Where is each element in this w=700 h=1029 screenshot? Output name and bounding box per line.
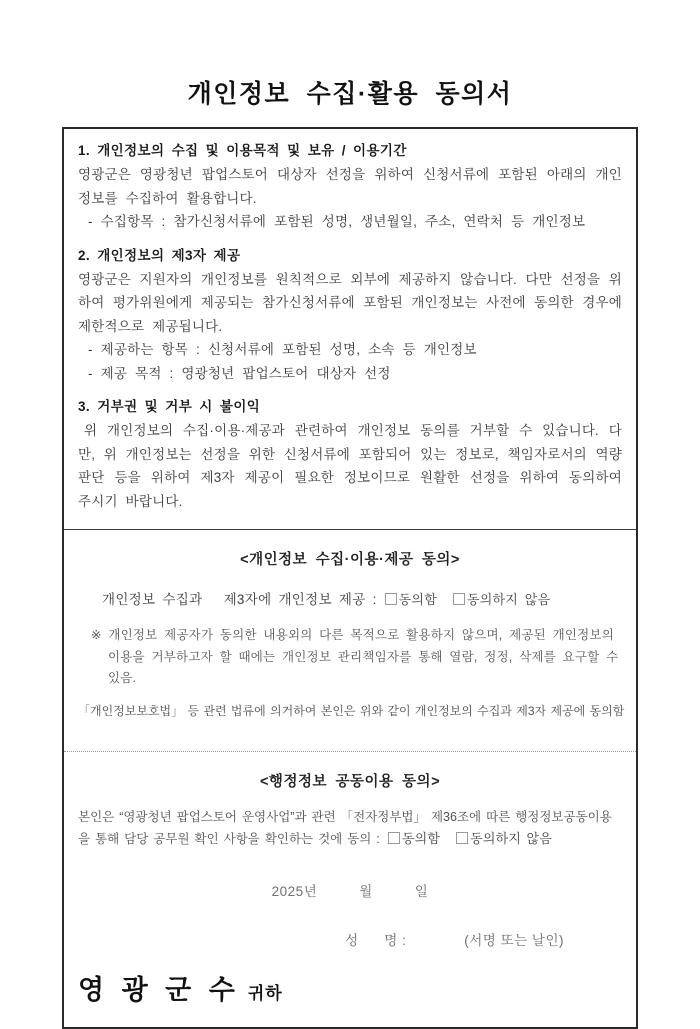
consent-form-box xyxy=(62,127,638,1029)
list-item: - 제공 목적 : 영광청년 팝업스토어 대상자 선정 xyxy=(88,365,391,381)
privacy-consent-block xyxy=(64,530,636,751)
agree-checkbox[interactable] xyxy=(385,593,397,605)
section-collection-purpose xyxy=(78,140,622,234)
agree-label: 동의함 xyxy=(401,831,441,846)
signature-line xyxy=(78,929,622,949)
admin-consent-body xyxy=(78,806,622,850)
privacy-note: ※ 개인정보 제공자가 동의한 내용외의 다른 목적으로 활용하지 않으며, 제공된 개인정보의 이용을 거부하고자 할 때에는 개인정보 관리책임자를 통해 열람, 정정, 삭제를 요구할 수 있음. xyxy=(91,628,619,685)
info-sections xyxy=(64,129,636,529)
date-month: 월 xyxy=(359,884,373,899)
page-title: 개인정보 수집·활용 동의서 xyxy=(187,80,513,108)
section-heading: 3. 거부권 및 거부 시 불이익 xyxy=(78,399,261,414)
admin-consent-text: 본인은 “영광청년 팝업스토어 운영사업”과 관련 「전자정부법」 제36조에 따른 행정정보공동이용을 통해 담당 공무원 확인 사항을 확인하는 것에 동의 : xyxy=(78,810,612,846)
section-body: 영광군은 영광청년 팝업스토어 대상자 선정을 위하여 신청서류에 포함된 아래의 개인정보를 수집하여 활용합니다. xyxy=(78,167,622,206)
section-refusal-rights xyxy=(78,396,622,513)
disagree-checkbox[interactable] xyxy=(456,832,468,844)
section-third-party xyxy=(78,245,622,386)
recipient-suffix: 귀하 xyxy=(247,984,283,1003)
date-day: 일 xyxy=(414,884,429,899)
list-item: - 제공하는 항목 : 신청서류에 포함된 성명, 소속 등 개인정보 xyxy=(88,342,477,357)
consent-line-label: 개인정보 수집과 제3자에 개인정보 제공 : xyxy=(102,592,377,607)
name-label: 성 명 : xyxy=(345,933,407,948)
admin-consent-block xyxy=(64,752,636,1027)
privacy-consent-line xyxy=(78,588,622,608)
section-heading: 1. 개인정보의 수집 및 이용목적 및 보유 / 이용기간 xyxy=(78,143,407,158)
legal-statement: 「개인정보보호법」 등 관련 법류에 의거하여 본인은 위와 같이 개인정보의 수집과 제3자 제공에 동의함 xyxy=(78,704,625,718)
disagree-checkbox[interactable] xyxy=(453,593,465,605)
recipient-line xyxy=(78,968,622,1007)
section-heading: 2. 개인정보의 제3자 제공 xyxy=(78,247,241,263)
date-line xyxy=(78,880,622,900)
section-body: 위 개인정보의 수집·이용·제공과 관련하여 개인정보 동의를 거부할 수 있습니다. 다만, 위 개인정보는 선정을 위한 신청서류에 포함되어 있는 정보로, 책임자로서의 역량 판단 등을 위하여 제3자 제공이 필요한 정보이므로 원활한 선정을 위하여 동의하여 주시기 바랍니다. xyxy=(78,423,622,509)
admin-consent-heading: <행정정보 공동이용 동의> xyxy=(259,774,441,790)
date-year: 2025년 xyxy=(271,884,318,899)
list-item: - 수집항목 : 참가신청서류에 포함된 성명, 생년월일, 주소, 연락처 등 개인정보 xyxy=(88,214,586,229)
agree-label: 동의함 xyxy=(398,592,437,607)
agree-checkbox[interactable] xyxy=(388,832,400,844)
disagree-label: 동의하지 않음 xyxy=(466,592,551,607)
privacy-consent-heading: <개인정보 수집·이용·제공 동의> xyxy=(240,552,460,568)
seal-note: (서명 또는 날인) xyxy=(464,933,564,948)
section-body: 영광군은 지원자의 개인정보를 원칙적으로 외부에 제공하지 않습니다. 다만 선정을 위하여 평가위원에게 제공되는 참가신청서류에 포함된 개인정보는 사전에 동의한 경우에 제한적으로 제공됩니다. xyxy=(78,271,622,334)
recipient-name: 영 광 군 수 xyxy=(78,975,240,1005)
disagree-label: 동의하지 않음 xyxy=(470,831,552,846)
